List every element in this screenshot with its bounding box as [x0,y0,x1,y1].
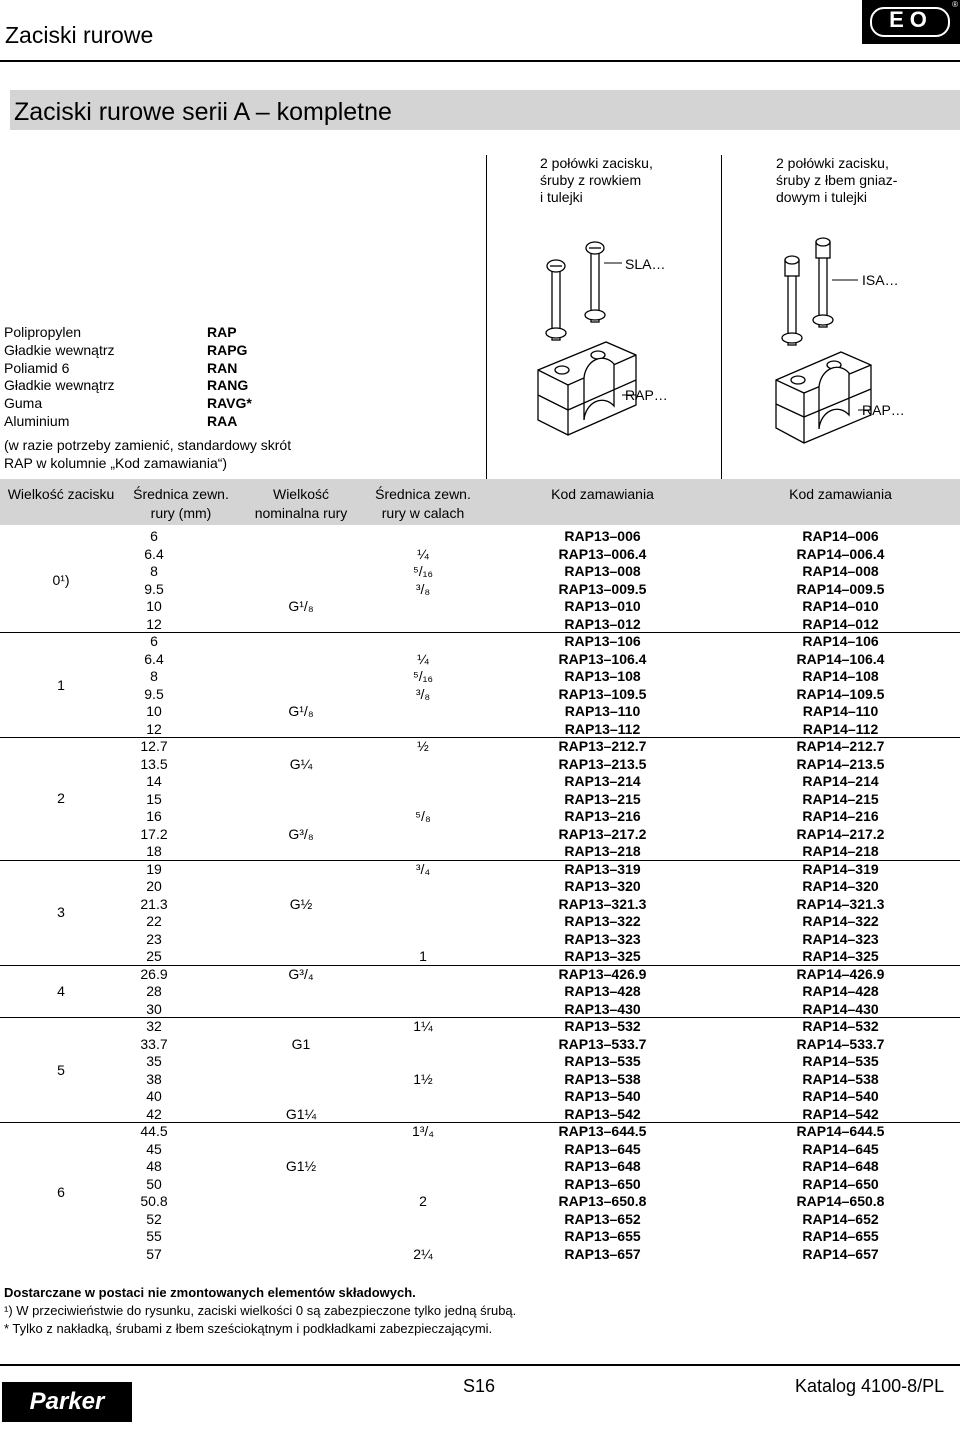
order-code-cell: RAP14–213.5 [796,755,885,772]
order-code-cell: RAP13–320 [564,878,641,894]
order-code-cell: RAP14–010 [802,598,879,614]
clamp-size-label: 1 [57,676,65,693]
od-mm-cell: 30 [146,1000,162,1017]
od-inch-cell: ½ [417,738,429,754]
od-mm-cell: 16 [146,808,162,824]
order-code-cell: RAP14–006 [802,528,879,544]
od-mm-cell: 25 [146,948,162,964]
order-code-cell: RAP14–538 [802,1070,879,1087]
footnote-supply: Dostarczane w postaci nie zmontowanych elementów składowych. [4,1285,416,1300]
table-row [0,1036,960,1054]
nominal-size-cell: G³/₄ [288,965,314,982]
th-clamp-size: Wielkość zacisku [7,486,115,502]
logo-text: EO [889,7,933,32]
od-mm-cell: 32 [146,1018,162,1034]
th-od-inch: Średnica zewn. rury w calach [375,486,471,521]
order-code-cell: RAP14–532 [802,1018,879,1034]
order-code-cell: RAP14–110 [802,703,879,719]
order-code-cell: RAP14–212.7 [796,738,885,754]
od-mm-cell: 48 [146,1158,162,1174]
order-code-cell: RAP13–325 [564,948,641,964]
order-code-cell: RAP14–540 [802,1088,879,1104]
clamp-size-label: 5 [57,1061,65,1078]
clamp-size-label: 0¹) [52,571,70,588]
table-row [0,668,960,686]
od-inch-cell: ⁵/₈ [415,808,431,824]
table-row [0,1211,960,1229]
order-code-cell: RAP13–008 [564,563,641,579]
order-code-cell: RAP14–322 [802,913,879,929]
material-note: (w razie potrzeby zamienić, standardowy skrót RAP w kolumnie „Kod zamawiania“) [4,437,292,471]
header-rule [0,60,960,62]
order-code-cell: RAP13–106.4 [558,650,647,667]
od-inch-cell: ⁵/₁₆ [412,668,434,684]
order-code-cell: RAP13–322 [564,913,641,929]
nominal-size-cell: G½ [289,895,313,912]
order-code-cell: RAP13–650.8 [558,1193,647,1209]
clamp-body-icon [538,342,636,435]
clamp-body-icon [776,352,871,443]
od-mm-cell: 9.5 [144,580,164,597]
table-row [0,913,960,931]
od-inch-cell: ¼ [417,545,429,562]
table-row [0,616,960,634]
table-row [0,756,960,774]
order-code-cell: RAP14–108 [802,668,879,684]
registered-mark: ® [952,0,958,9]
od-mm-cell: 15 [146,790,162,807]
od-mm-cell: 13.5 [140,755,168,772]
order-code-cell: RAP14–426.9 [796,965,885,982]
nominal-size-cell: G¼ [289,755,313,772]
table-row [0,1071,960,1089]
table-row [0,1141,960,1159]
od-mm-cell: 6.4 [144,650,164,667]
page-number: S16 [463,1376,496,1396]
order-code-cell: RAP14–320 [802,878,879,894]
table-row [0,773,960,791]
table-row [0,791,960,809]
table-row [0,1123,960,1141]
od-mm-cell: 8 [150,563,158,579]
order-code-cell: RAP13–010 [564,598,641,614]
order-code-cell: RAP13–426.9 [558,965,647,982]
table-row [0,948,960,966]
th-order-code-1: Kod zamawiania [551,486,654,502]
order-code-cell: RAP13–006 [564,528,641,544]
table-row [0,1018,960,1036]
od-mm-cell: 40 [146,1088,162,1104]
od-mm-cell: 12 [146,720,162,737]
od-mm-cell: 8 [150,668,158,684]
order-code-cell: RAP13–644.5 [558,1123,647,1139]
order-code-cell: RAP14–652 [802,1210,879,1227]
order-code-cell: RAP13–217.2 [558,825,647,842]
table-row [0,1158,960,1176]
table-row [0,563,960,581]
order-code-cell: RAP14–006.4 [796,545,885,562]
table-row [0,1088,960,1106]
material-name: Polipropylen [4,324,82,340]
od-mm-cell: 6.4 [144,545,164,562]
order-code-cell: RAP13–655 [564,1228,641,1244]
order-code-cell: RAP14–216 [802,808,879,824]
order-code-cell: RAP13–533.7 [558,1035,647,1052]
od-mm-cell: 10 [146,703,162,719]
od-inch-cell: ³/₄ [415,860,431,877]
od-mm-cell: 6 [150,528,158,544]
od-mm-cell: 9.5 [144,685,164,702]
material-code: RAN [207,359,238,376]
od-mm-cell: 35 [146,1053,162,1069]
order-code-cell: RAP13–214 [564,773,641,789]
table-row [0,738,960,756]
order-code-cell: RAP13–212.7 [558,738,647,754]
material-code: RANG [207,377,249,394]
order-code-cell: RAP13–110 [564,703,641,719]
order-code-cell: RAP13–323 [564,930,641,947]
order-code-cell: RAP14–112 [802,720,879,737]
table-row [0,1001,960,1019]
order-code-cell: RAP13–012 [564,615,641,632]
od-mm-cell: 10 [146,598,162,614]
table-row [0,1053,960,1071]
table-row [0,528,960,546]
order-code-cell: RAP14–655 [802,1228,879,1244]
od-mm-cell: 22 [146,913,162,929]
order-code-cell: RAP13–540 [564,1088,641,1104]
material-name: Gładkie wewnątrz [4,341,115,358]
order-code-cell: RAP14–218 [802,843,879,859]
footer-rule [0,1364,960,1366]
parker-logo: Parker [2,1382,132,1422]
order-code-cell: RAP13–657 [564,1245,641,1262]
nominal-size-cell: G1½ [285,1158,317,1174]
order-code-cell: RAP13–645 [564,1140,641,1157]
label-rap-col2: RAP… [862,402,905,418]
section-title: Zaciski rurowe serii A – kompletne [14,98,392,126]
order-code-cell: RAP13–532 [564,1018,641,1034]
clamp-size-label: 4 [57,982,65,999]
od-mm-cell: 52 [146,1210,162,1227]
od-mm-cell: 26.9 [140,965,168,982]
order-code-cell: RAP13–652 [564,1210,641,1227]
order-code-cell: RAP14–319 [802,860,879,877]
col1-description: 2 połówki zacisku, śruby z rowkiem i tulejki [540,155,653,205]
order-code-cell: RAP14–106 [802,633,879,649]
table-row [0,703,960,721]
od-mm-cell: 55 [146,1228,162,1244]
clamp-size-label: 2 [57,790,65,807]
order-code-cell: RAP13–218 [564,843,641,859]
order-code-cell: RAP14–648 [802,1158,879,1174]
order-code-cell: RAP14–533.7 [796,1035,885,1052]
table-row [0,686,960,704]
od-mm-cell: 44.5 [140,1123,168,1139]
clamp-illustrations [486,230,960,460]
label-sla: SLA… [625,256,666,272]
order-code-cell: RAP13–428 [564,983,641,999]
order-code-cell: RAP13–106 [564,633,641,649]
order-code-cell: RAP14–217.2 [796,825,885,842]
table-row [0,826,960,844]
od-inch-cell: 2 [419,1193,427,1209]
material-code: RAVG* [207,395,252,412]
order-code-cell: RAP14–325 [802,948,879,964]
page-header-title: Zaciski rurowe [5,22,154,48]
table-row [0,931,960,949]
nominal-size-cell: G³/₈ [288,825,314,842]
socket-screws-icon [782,238,833,345]
table-row [0,1228,960,1246]
clamp-size-label: 6 [57,1184,65,1200]
order-code-cell: RAP13–112 [564,720,641,737]
order-code-cell: RAP14–430 [802,1000,879,1017]
th-od-mm: Średnica zewn. rury (mm) [133,486,229,521]
order-code-cell: RAP13–648 [564,1158,641,1174]
od-mm-cell: 6 [150,633,158,649]
order-code-cell: RAP14–214 [802,773,879,789]
order-code-cell: RAP14–645 [802,1140,879,1157]
od-inch-cell: 1 [419,948,427,964]
nominal-size-cell: G¹/₈ [288,598,314,614]
order-code-cell: RAP14–644.5 [796,1123,885,1139]
order-code-cell: RAP14–321.3 [796,895,885,912]
footnote-1: ¹) W przeciwieństwie do rysunku, zaciski wielkości 0 są zabezpieczone tylko jedną śrubą. [4,1303,517,1318]
od-mm-cell: 45 [146,1140,162,1157]
material-name: Aluminium [4,413,70,429]
order-code-cell: RAP13–535 [564,1053,641,1069]
order-code-cell: RAP13–216 [564,808,641,824]
order-code-cell: RAP14–535 [802,1053,879,1069]
table-row [0,1193,960,1211]
order-code-cell: RAP13–321.3 [558,895,647,912]
slotted-screws-icon [546,242,605,340]
order-code-cell: RAP13–109.5 [558,685,647,702]
od-inch-cell: 1¼ [413,1018,433,1034]
od-mm-cell: 33.7 [140,1035,168,1052]
table-row [0,633,960,651]
od-mm-cell: 20 [146,878,162,894]
od-inch-cell: 2¼ [413,1245,433,1262]
material-name: Poliamid 6 [4,359,70,376]
od-inch-cell: ³/₈ [415,685,431,702]
order-code-cell: RAP13–009.5 [558,580,647,597]
order-code-cell: RAP14–650 [802,1175,879,1192]
order-code-cell: RAP14–109.5 [796,685,885,702]
nominal-size-cell: G1¼ [285,1105,317,1122]
table-row [0,896,960,914]
table-row [0,878,960,896]
od-inch-cell: 1½ [413,1070,433,1087]
table-row [0,651,960,669]
order-code-cell: RAP14–012 [802,615,879,632]
od-mm-cell: 18 [146,843,162,859]
od-mm-cell: 19 [146,860,162,877]
order-code-cell: RAP13–650 [564,1175,641,1192]
od-inch-cell: ⁵/₁₆ [412,563,434,579]
th-nominal: Wielkość nominalna rury [254,486,348,521]
nominal-size-cell: G¹/₈ [288,703,314,719]
od-mm-cell: 17.2 [140,825,168,842]
table-row [0,843,960,861]
material-name: Gładkie wewnątrz [4,377,115,394]
order-code-cell: RAP13–319 [564,860,641,877]
nominal-size-cell: G1 [291,1035,311,1052]
order-code-cell: RAP13–213.5 [558,755,647,772]
table-row [0,1106,960,1124]
order-code-cell: RAP14–009.5 [796,580,885,597]
order-code-cell: RAP13–430 [564,1000,641,1017]
od-mm-cell: 23 [146,930,162,947]
th-order-code-2: Kod zamawiania [789,486,892,502]
od-mm-cell: 42 [146,1105,162,1122]
order-code-cell: RAP13–542 [564,1105,641,1122]
order-code-cell: RAP14–650.8 [796,1193,885,1209]
order-code-cell: RAP14–428 [802,983,879,999]
table-row [0,808,960,826]
od-inch-cell: ³/₈ [415,580,431,597]
order-code-cell: RAP13–538 [564,1070,641,1087]
table-row [0,598,960,616]
order-code-cell: RAP14–542 [802,1105,879,1122]
od-mm-cell: 50.8 [140,1193,168,1209]
label-rap-col1: RAP… [625,387,668,403]
label-isa: ISA… [862,272,899,288]
table-row [0,581,960,599]
table-row [0,546,960,564]
table-row [0,1176,960,1194]
material-code: RAPG [207,341,248,358]
od-mm-cell: 21.3 [140,895,168,912]
catalog-number: Katalog 4100-8/PL [795,1376,945,1396]
order-code-cell: RAP14–008 [802,563,879,579]
table-row [0,1246,960,1264]
od-mm-cell: 57 [146,1245,162,1262]
table-row [0,861,960,879]
od-mm-cell: 14 [146,773,162,789]
material-code: RAA [207,413,238,429]
footnote-star: * Tylko z nakładką, śrubami z łbem sześciokątnym i podkładkami zabezpieczającymi. [4,1321,493,1336]
material-name: Guma [4,395,43,412]
od-inch-cell: 1³/₄ [411,1123,435,1139]
order-code-cell: RAP13–215 [564,790,641,807]
od-mm-cell: 12 [146,615,162,632]
material-code: RAP [207,324,237,340]
order-code-cell: RAP14–323 [802,930,879,947]
col2-description: 2 połówki zacisku, śruby z łbem gniaz- dowym i tulejki [776,155,898,205]
od-mm-cell: 28 [146,983,162,999]
order-code-cell: RAP14–215 [802,790,879,807]
table-row [0,721,960,739]
table-row [0,966,960,984]
table-row [0,983,960,1001]
order-code-cell: RAP13–108 [564,668,641,684]
od-inch-cell: ¼ [417,650,429,667]
eo-logo [862,0,960,44]
order-code-cell: RAP13–006.4 [558,545,647,562]
clamp-size-label: 3 [57,904,65,920]
od-mm-cell: 50 [146,1175,162,1192]
order-code-cell: RAP14–657 [802,1245,879,1262]
od-mm-cell: 38 [146,1070,162,1087]
order-code-cell: RAP14–106.4 [796,650,885,667]
od-mm-cell: 12.7 [140,738,168,754]
